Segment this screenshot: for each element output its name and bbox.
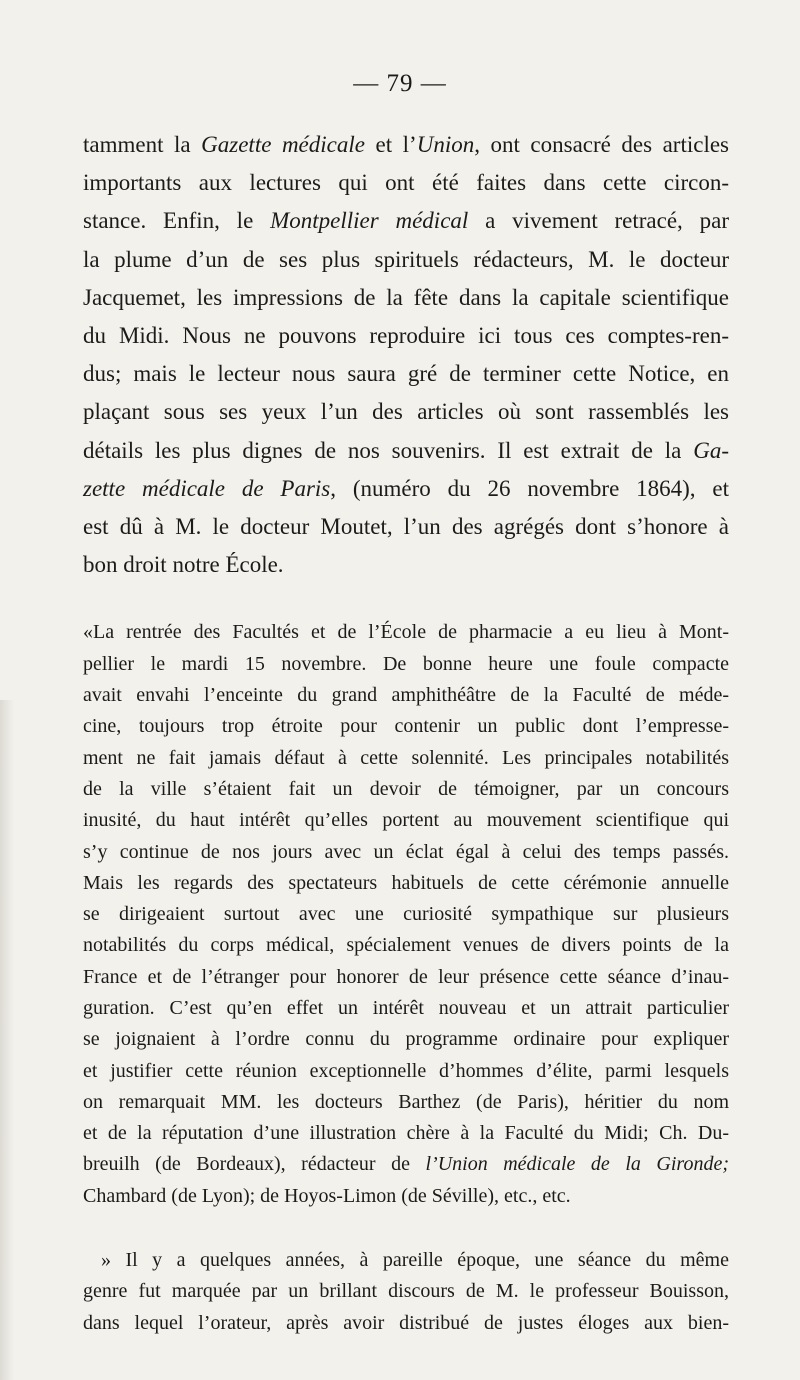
- text-run: a vivement retracé, par: [468, 208, 729, 234]
- text-run: France et de l’étranger pour honorer de leur présence cette séance d’inau-: [83, 965, 729, 988]
- text-run: la plume d’un de ses plus spirituels rédacteurs, M. le docteur: [83, 246, 729, 272]
- text-run: est dû à M. le docteur Moutet, l’un des agrégés dont s’honore à: [83, 514, 729, 540]
- text-run: importants aux lectures qui ont été faites dans cette circon-: [83, 170, 729, 196]
- text-line: [83, 546, 729, 584]
- italic-text: Montpellier médical: [270, 208, 469, 234]
- text-line: [83, 508, 729, 546]
- text-run: s’y continue de nos jours avec un éclat égal à celui des temps passés.: [83, 840, 729, 863]
- text-line: [83, 1308, 729, 1339]
- text-run: du Midi. Nous ne pouvons reproduire ici tous ces comptes-ren-: [83, 323, 729, 349]
- text-line: [83, 432, 729, 470]
- text-line: [83, 837, 729, 868]
- text-line: [83, 393, 729, 431]
- text-run: et l’: [364, 132, 417, 157]
- text-line: [83, 774, 729, 805]
- text-line: [83, 617, 729, 648]
- text-run: genre fut marquée par un brillant discours de M. le professeur Bouisson,: [83, 1280, 729, 1303]
- text-run: avait envahi l’enceinte du grand amphithéâtre de la Faculté de méde-: [83, 684, 729, 707]
- text-line: [83, 993, 729, 1024]
- text-run: «La rentrée des Facultés et de l’École de pharmacie a eu lieu à Mont-: [83, 621, 729, 644]
- text-run: Jacquemet, les impressions de la fête dans la capitale scientifique: [83, 284, 729, 310]
- text-run: bon droit notre École.: [83, 552, 284, 578]
- text-run: breuilh (de Bordeaux), rédacteur de: [83, 1153, 426, 1176]
- text-run: guration. C’est qu’en effet un intérêt nouveau et un attrait particulier: [83, 997, 729, 1019]
- text-line: [83, 805, 729, 836]
- text-line: [83, 1118, 729, 1149]
- text-line: [83, 930, 729, 961]
- text-run: cine, toujours trop étroite pour contenir un public dont l’empresse-: [83, 715, 729, 738]
- text-run: de la ville s’étaient fait un devoir de témoigner, par un concours: [83, 777, 729, 800]
- text-run: Chambard (de Lyon); de Hoyos-Limon (de Séville), etc., etc.: [83, 1184, 571, 1207]
- text-line: [83, 1056, 729, 1087]
- text-line: [83, 470, 729, 508]
- text-run: » Il y a quelques années, à pareille époque, une séance du même: [101, 1249, 729, 1272]
- text-run: plaçant sous ses yeux l’un des articles où sont rassemblés les: [83, 399, 729, 425]
- text-line: [83, 1245, 729, 1276]
- text-run: pellier le mardi 15 novembre. De bonne heure une foule compacte: [83, 652, 729, 675]
- text-line: [83, 164, 729, 202]
- text-run: dans lequel l’orateur, après avoir distribué de justes éloges aux bien-: [83, 1311, 729, 1334]
- text-line: [83, 962, 729, 993]
- text-run: et justifier cette réunion exceptionnelle d’hommes d’élite, parmi lesquels: [83, 1059, 729, 1082]
- text-line: [83, 1149, 729, 1180]
- text-line: [83, 1087, 729, 1118]
- paragraph-quotation-continued: [83, 1245, 729, 1339]
- italic-text: l’Union médicale de la Gironde;: [425, 1153, 729, 1176]
- text-run: ment ne fait jamais défaut à cette solennité. Les principales notabilités: [83, 746, 729, 769]
- text-line: [83, 680, 729, 711]
- text-run: , (numéro du 26 novembre 1864), et: [330, 475, 729, 501]
- body-text: [83, 126, 729, 1339]
- text-run: tamment la: [83, 132, 202, 157]
- text-line: [83, 126, 729, 164]
- text-run: Mais les regards des spectateurs habituels de cette cérémonie annuelle: [83, 871, 729, 894]
- italic-text: Union: [416, 132, 475, 157]
- text-line: [83, 1276, 729, 1307]
- text-run: et de la réputation d’une illustration chère à la Faculté du Midi; Ch. Du-: [83, 1122, 729, 1145]
- text-run: notabilités du corps médical, spécialement venues de divers points de la: [83, 934, 729, 957]
- text-line: [83, 202, 729, 240]
- text-run: , ont consacré des articles: [474, 132, 729, 157]
- text-line: [83, 355, 729, 393]
- text-run: on remarquait MM. les docteurs Barthez (de Paris), héritier du nom: [83, 1090, 729, 1113]
- text-line: [83, 241, 729, 279]
- text-line: [83, 317, 729, 355]
- text-line: [83, 279, 729, 317]
- binding-shadow: [0, 700, 14, 1380]
- text-line: [83, 899, 729, 930]
- text-line: [83, 868, 729, 899]
- text-line: [83, 1024, 729, 1055]
- text-run: inusité, du haut intérêt qu’elles portent au mouvement scientifique qui: [83, 809, 729, 832]
- text-run: se dirigeaient surtout avec une curiosité sympathique sur plusieurs: [83, 903, 729, 926]
- text-line: [83, 743, 729, 774]
- text-run: se joignaient à l’ordre connu du programme ordinaire pour expliquer: [83, 1028, 729, 1051]
- text-run: détails les plus dignes de nos souvenirs. Il est extrait de la: [83, 437, 694, 463]
- italic-text: Ga-: [693, 437, 729, 463]
- text-line: [83, 711, 729, 742]
- paragraph-quotation: [83, 617, 729, 1212]
- text-run: dus; mais le lecteur nous saura gré de terminer cette Notice, en: [83, 361, 729, 387]
- text-run: stance. Enfin, le: [83, 208, 271, 234]
- text-line: [83, 1181, 729, 1212]
- paragraph-intro: [83, 126, 729, 584]
- italic-text: Gazette médicale: [201, 132, 365, 157]
- italic-text: zette médicale de Paris: [83, 475, 331, 501]
- page-number: — 79 —: [353, 70, 447, 97]
- text-line: [83, 649, 729, 680]
